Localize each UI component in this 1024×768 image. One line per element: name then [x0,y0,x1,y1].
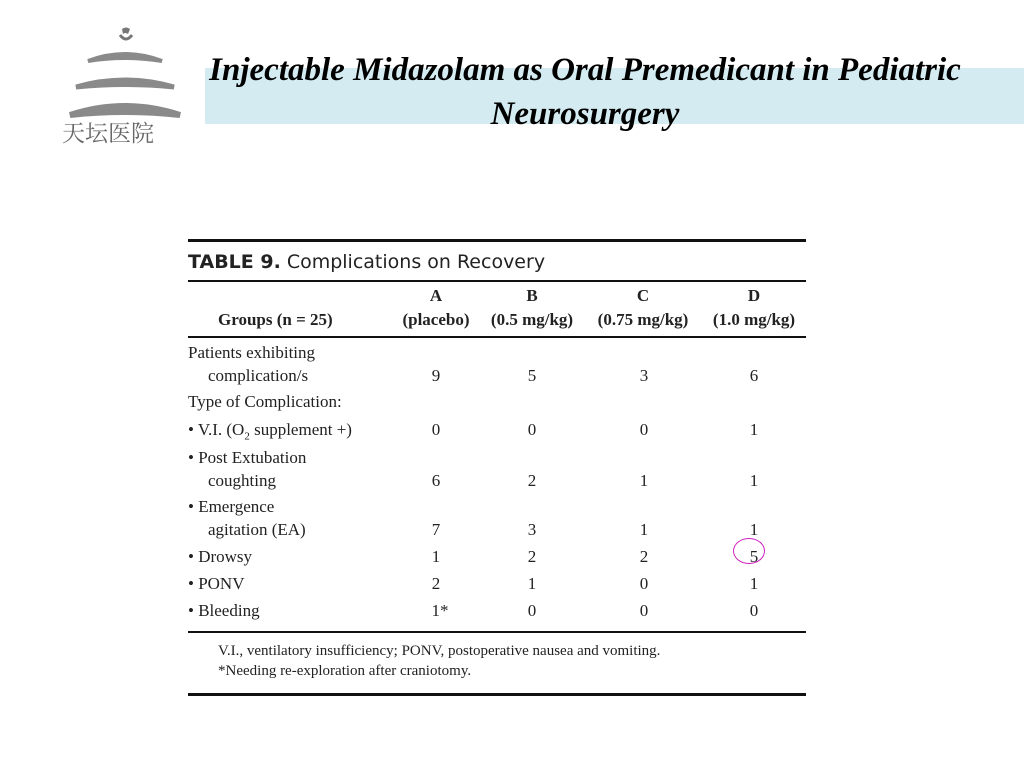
table-bottom-rule [188,693,806,696]
row-value: 7 [431,520,441,539]
table-footnote-rule [188,631,806,633]
row-value: 5 [527,366,537,385]
row-value: 1 [749,520,759,539]
footnote-abbreviations: V.I., ventilatory insufficiency; PONV, postoperative nausea and vomiting. [218,643,661,659]
row-value: 2 [431,574,441,593]
table-caption: Complications on Recovery [286,251,546,273]
row-label: • Emergence [188,497,275,516]
header-a-sub: (placebo) [402,310,470,329]
header-b-sub: (0.5 mg/kg) [490,310,574,329]
row-value: 3 [527,520,537,539]
row-label: • Drowsy [188,547,253,566]
row-value: 0 [639,420,649,439]
row-value: 0 [639,574,649,593]
header-d-sub: (1.0 mg/kg) [712,310,796,329]
header-d-letter: D [747,286,761,305]
row-value: 0 [527,420,537,439]
row-value: 1 [639,520,649,539]
row-value: 1 [749,420,759,439]
table-top-rule [188,239,806,242]
table-title [188,251,545,273]
row-label: • Post Extubation [188,448,307,467]
row-value: 9 [431,366,441,385]
row-label-cont: complication/s [208,366,309,385]
row-label-cont: coughting [208,471,276,490]
row-value: 1 [639,471,649,490]
row-label: Patients exhibiting [188,343,316,362]
slide-title: Injectable Midazolam as Oral Premedicant in Pediatric Neurosurgery [209,52,961,132]
table-header-top-rule [188,280,806,282]
row-value: 2 [639,547,649,566]
row-value: 1* [431,601,449,620]
row-value: 0 [431,420,441,439]
table-header-bottom-rule [188,336,806,338]
header-c-sub: (0.75 mg/kg) [597,310,689,329]
row-value: 0 [749,601,759,620]
footnote-asterisk: *Needing re-exploration after craniotomy. [218,663,472,679]
row-value: 6 [431,471,441,490]
row-value: 1 [749,471,759,490]
row-label: • Bleeding [188,601,260,620]
row-value: 6 [749,366,759,385]
row-label-cont: agitation (EA) [208,520,306,539]
row-value: 1 [527,574,537,593]
header-b-letter: B [526,286,538,305]
row-value: 3 [639,366,649,385]
row-value: 5 [749,547,759,566]
row-label: • V.I. ($O_2$ supplement +) [188,420,352,443]
row-value: 0 [639,601,649,620]
table-label: TABLE 9. [188,251,281,273]
logo-text: 天坛医院 [62,121,154,147]
row-label: Type of Complication: [188,392,342,411]
row-value: 1 [749,574,759,593]
header-groups: Groups (n = 25) [218,310,333,329]
row-value: 2 [527,471,537,490]
row-value: 0 [527,601,537,620]
header-a-letter: A [429,286,443,305]
row-value: 2 [527,547,537,566]
row-value: 1 [431,547,441,566]
header-c-letter: C [636,286,650,305]
highlight-circle [733,538,765,564]
row-label: • PONV [188,574,245,593]
